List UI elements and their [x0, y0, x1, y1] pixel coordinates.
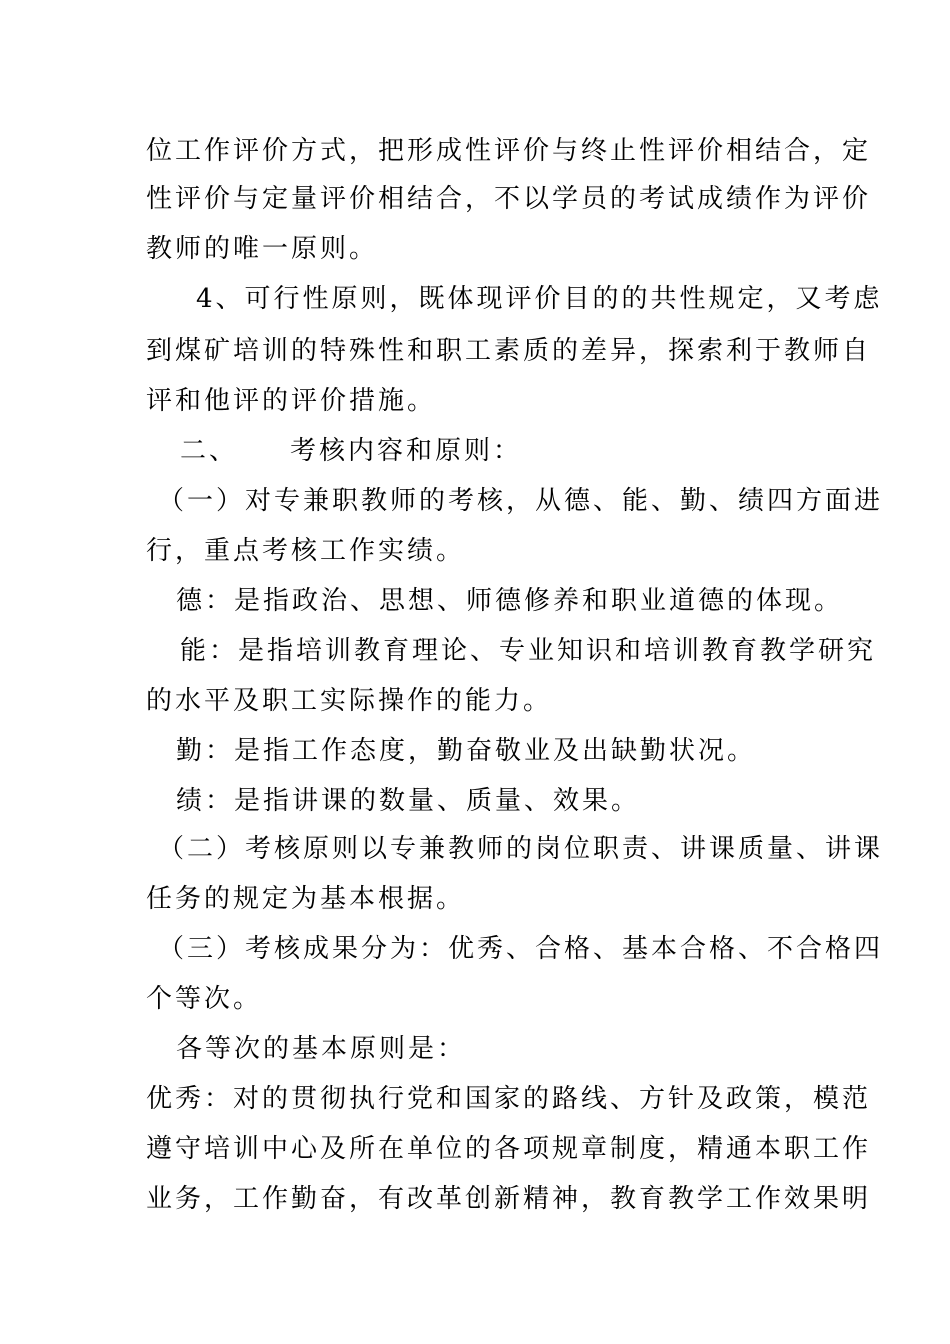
paragraph-line: 到煤矿培训的特殊性和职工素质的差异，探索利于教师自	[146, 336, 872, 366]
paragraph-line: 行，重点考核工作实绩。	[146, 536, 466, 566]
paragraph-line: （一）对专兼职教师的考核，从德、能、勤、绩四方面进	[158, 486, 884, 516]
paragraph-line: 各等次的基本原则是：	[176, 1034, 467, 1064]
paragraph-line: 绩：是指讲课的数量、质量、效果。	[176, 786, 641, 816]
paragraph-line: 4、可行性原则，既体现评价目的的共性规定，又考虑	[196, 284, 883, 314]
paragraph-line: 的水平及职工实际操作的能力。	[146, 686, 553, 716]
paragraph-line: 优秀：对的贯彻执行党和国家的路线、方针及政策，模范	[146, 1084, 872, 1114]
paragraph-line: 性评价与定量评价相结合，不以学员的考试成绩作为评价	[146, 184, 872, 214]
paragraph-line: （三）考核成果分为：优秀、合格、基本合格、不合格四	[158, 934, 884, 964]
paragraph-line: 遵守培训中心及所在单位的各项规章制度，精通本职工作	[146, 1134, 872, 1164]
paragraph-line: 能：是指培训教育理论、专业知识和培训教育教学研究	[180, 636, 877, 666]
paragraph-line: 位工作评价方式，把形成性评价与终止性评价相结合，定	[146, 136, 872, 166]
paragraph-line: 德：是指政治、思想、师德修养和职业道德的体现。	[176, 586, 844, 616]
paragraph-line: 个等次。	[146, 984, 263, 1014]
paragraph-line: 任务的规定为基本根据。	[146, 884, 466, 914]
paragraph-line: （二）考核原则以专兼教师的岗位职责、讲课质量、讲课	[158, 834, 884, 864]
paragraph-line: 勤：是指工作态度，勤奋敬业及出缺勤状况。	[176, 736, 757, 766]
section-heading	[180, 436, 840, 466]
section-number: 二、	[180, 436, 239, 466]
paragraph-line: 业务，工作勤奋，有改革创新精神，教育教学工作效果明	[146, 1184, 872, 1214]
paragraph-line: 评和他评的评价措施。	[146, 386, 437, 416]
paragraph-line: 教师的唯一原则。	[146, 234, 379, 264]
section-title: 考核内容和原则：	[290, 436, 523, 466]
